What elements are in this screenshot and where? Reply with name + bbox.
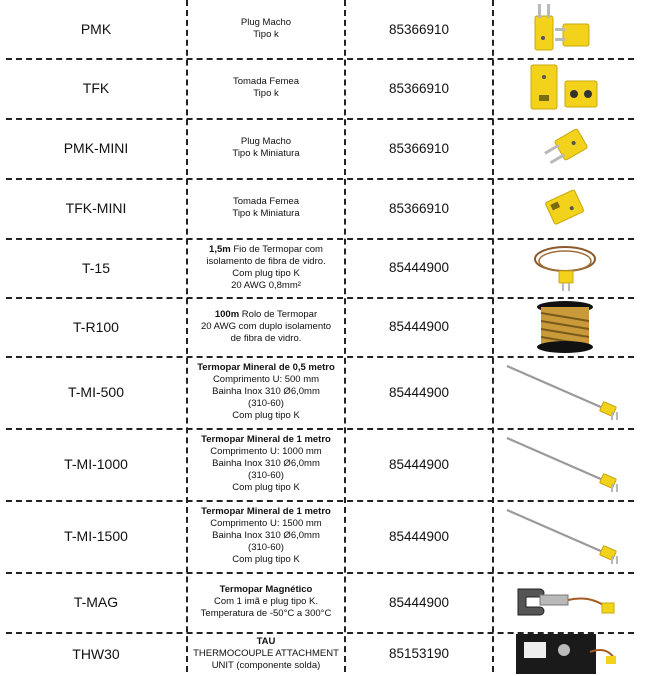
wire-coil-icon [496,238,634,297]
male-plug-icon [496,0,634,58]
table-row [6,297,634,356]
product-code: T-MI-1000 [64,456,128,472]
mini-female-socket-icon [496,178,634,238]
product-description [188,238,344,297]
description-line: isolamento de fibra de vidro. [206,255,326,267]
table-row [6,632,634,675]
description-line: 20 AWG 0,8mm² [231,279,301,291]
description-line: Tomada Femea [232,76,299,87]
description-line: Com plug tipo K [232,267,300,279]
description-line: THERMOCOUPLE ATTACHMENT [193,647,339,659]
ncm-code: 85444900 [388,319,450,334]
table-row [6,356,634,428]
attachment-unit-icon [496,632,634,675]
product-description [188,632,344,675]
description-line: de fibra de vidro. [230,332,302,344]
description-line: Bainha Inox 310 Ø6,0mm [212,458,320,469]
product-code: T-15 [81,259,110,276]
table-row [6,118,634,178]
probe-icon [496,500,634,572]
product-code: PMK [80,21,112,37]
description-line: Com plug tipo K [232,482,300,493]
table-row [6,178,634,238]
table-row [6,572,634,632]
ncm-code: 85444900 [388,384,450,400]
product-description [188,428,344,500]
description-line: Tipo k Miniatura [232,208,300,219]
product-code: PMK-MINI [63,140,129,156]
description-line: Bainha Inox 310 Ø6,0mm [212,386,320,397]
description-line: UNIT (componente solda) [211,659,321,671]
ncm-code: 85444900 [388,456,450,472]
product-description [188,178,344,238]
product-description [188,118,344,178]
product-description [188,0,344,58]
description-line: Comprimento U: 500 mm [212,374,320,385]
mini-male-plug-icon [496,118,634,178]
description-line: 1,5m Fio de Termopar com [209,243,323,255]
ncm-code: 85153190 [388,646,450,661]
description-line: TAU [256,635,276,647]
ncm-code: 85444900 [388,260,450,275]
probe-icon [496,356,634,428]
description-emphasis: 1,5m [209,243,231,255]
ncm-code: 85366910 [388,80,450,96]
ncm-code: 85366910 [388,21,450,37]
wire-spool-icon [496,297,634,356]
description-line: Termopar Mineral de 0,5 metro [197,362,335,373]
table-row [6,0,634,58]
product-code: T-MI-500 [67,384,124,400]
probe-icon [496,428,634,500]
product-description [188,500,344,572]
description-line: (310-60) [248,470,284,481]
description-emphasis: 100m [214,308,240,320]
description-line: Comprimento U: 1000 mm [210,446,322,457]
table-row [6,428,634,500]
description-line: Temperatura de -50°C a 300°C [200,608,332,619]
description-line: Comprimento U: 1500 mm [210,518,322,529]
description-line: Tipo k [253,88,279,99]
female-socket-icon [496,58,634,118]
ncm-code: 85366910 [388,140,450,156]
description-line: 100m Rolo de Termopar [214,308,318,320]
product-code: T-MAG [73,594,119,610]
description-line: (310-60) [248,398,284,409]
description-line: Termopar Mineral de 1 metro [201,506,331,517]
product-code: TFK [82,80,110,96]
table-row [6,238,634,297]
product-description [188,572,344,632]
description-line: Termopar Mineral de 1 metro [201,434,331,445]
description-line: Tipo k Miniatura [232,148,300,159]
product-code: THW30 [72,645,120,662]
ncm-code: 85444900 [388,528,450,544]
product-code: T-R100 [73,318,119,335]
ncm-code: 85444900 [388,594,450,610]
product-description [188,297,344,356]
description-line: 20 AWG com duplo isolamento [200,320,332,332]
description-line: Tomada Femea [232,196,299,207]
description-line: Tipo k [253,29,279,40]
description-line: Bainha Inox 310 Ø6,0mm [212,530,320,541]
product-code: T-MI-1500 [64,528,128,544]
ncm-code: 85366910 [388,200,450,216]
description-line: (310-60) [248,542,284,553]
description-line: Com plug tipo K [232,554,300,565]
magnetic-probe-icon [496,572,634,632]
description-line: Com plug tipo K [232,410,300,421]
description-line: Plug Macho [240,136,292,147]
table-row [6,500,634,572]
description-line: Termopar Magnético [219,584,313,595]
description-line: Plug Macho [240,17,292,28]
product-code: TFK-MINI [65,200,127,216]
table-row [6,58,634,118]
product-description [188,58,344,118]
product-description [188,356,344,428]
description-line: Com 1 imã e plug tipo K. [213,596,319,607]
